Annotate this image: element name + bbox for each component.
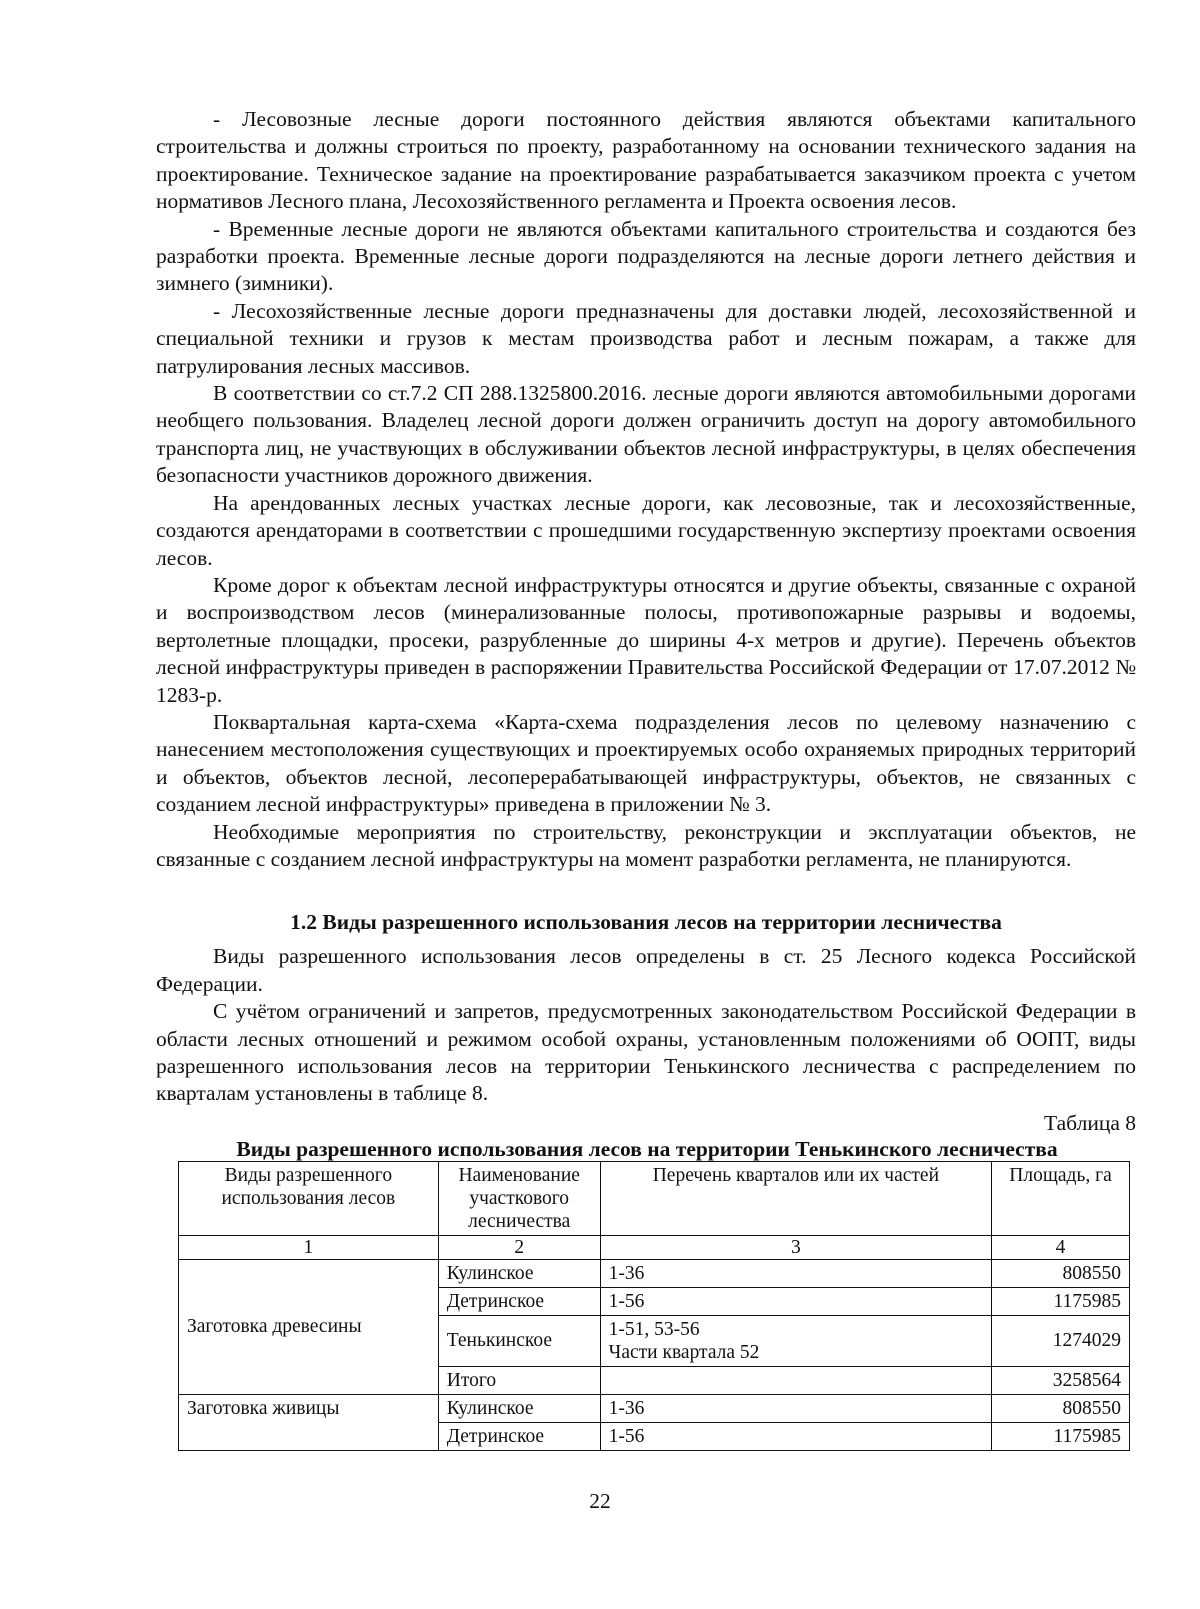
- quarters-cell: [600, 1315, 991, 1366]
- table-number-row: [179, 1235, 1130, 1259]
- forestry-cell: Кулинское: [438, 1394, 600, 1422]
- table-row: [179, 1394, 1130, 1422]
- quarters-line: 1-51, 53-56: [608, 1318, 700, 1340]
- forestry-cell: Кулинское: [438, 1259, 600, 1287]
- table-label: Таблица 8: [1044, 1110, 1136, 1135]
- quarters-cell: [600, 1366, 991, 1394]
- paragraph: С учётом ограничений и запретов, предусмотренных законодательством Российской Федерации в области лесных отношений и режимом особой охраны, установленным положениями об ООПТ, виды разрешенного использования лесов на территории Тенькинского лесничества с распределением по кварталам установлены в таблице 8.: [156, 999, 1136, 1106]
- column-number: 3: [600, 1235, 991, 1259]
- paragraph: Поквартальная карта-схема «Карта-схема подразделения лесов по целевому назначению с нанесением местоположения существующих и проектируемых особо охраняемых природных территорий и объектов, объектов лесной, лесоперерабатывающей инфраструктуры, объектов, не связанных с созданием лесной инфраструктуры» приведена в приложении № 3.: [156, 709, 1136, 817]
- area-cell: 1175985: [992, 1287, 1130, 1315]
- page-content: [156, 106, 1136, 1451]
- table-title: Виды разрешенного использования лесов на территории Тенькинского лесничества: [236, 1136, 1058, 1161]
- header-cell: Виды разрешенного использования лесов: [179, 1161, 439, 1235]
- column-number: 1: [179, 1235, 439, 1259]
- table-row: [179, 1259, 1130, 1287]
- column-number: 2: [438, 1235, 600, 1259]
- quarters-cell: 1-56: [600, 1422, 991, 1450]
- paragraph: Виды разрешенного использования лесов определены в ст. 25 Лесного кодекса Российской Федерации.: [156, 944, 1136, 996]
- quarters-cell: 1-56: [600, 1287, 991, 1315]
- quarters-line: Части квартала 52: [608, 1341, 760, 1363]
- forestry-cell: Детринское: [438, 1287, 600, 1315]
- header-cell: Перечень кварталов или их частей: [600, 1161, 991, 1235]
- paragraph: - Временные лесные дороги не являются объектами капитального строительства и создаются без разработки проекта. Временные лесные дороги подразделяются на лесные дороги летнего действия и зимнего (зимники).: [156, 216, 1136, 296]
- forestry-cell: Детринское: [438, 1422, 600, 1450]
- header-cell: Наименование участкового лесничества: [438, 1161, 600, 1235]
- use-type-cell: Заготовка живицы: [179, 1394, 439, 1450]
- forestry-cell: Тенькинское: [438, 1315, 600, 1366]
- column-number: 4: [992, 1235, 1130, 1259]
- quarters-cell: 1-36: [600, 1259, 991, 1287]
- header-cell: Площадь, га: [992, 1161, 1130, 1235]
- use-type-cell: Заготовка древесины: [179, 1259, 439, 1394]
- paragraph: В соответствии со ст.7.2 СП 288.1325800.2016. лесные дороги являются автомобильными дорогами необщего пользования. Владелец лесной дороги должен ограничить доступ на дорогу автомобильного транспорта лиц, не участвующих в обслуживании объектов лесной инфраструктуры, в целях обеспечения безопасности участников дорожного движения.: [156, 381, 1136, 488]
- section-heading: 1.2 Виды разрешенного использования лесов на территории лесничества: [290, 910, 1002, 935]
- paragraph: Кроме дорог к объектам лесной инфраструктуры относятся и другие объекты, связанные с охраной и воспроизводством лесов (минерализованные полосы, противопожарные разрывы и водоемы, вертолетные площадки, просеки, разрубленные до ширины 4-х метров и другие). Перечень объектов лесной инфраструктуры приведен в распоряжении Правительства Российской Федерации от 17.07.2012 № 1283-р.: [156, 572, 1136, 707]
- table-header-row: [179, 1161, 1130, 1235]
- forestry-cell: Итого: [438, 1366, 600, 1394]
- quarters-cell: 1-36: [600, 1394, 991, 1422]
- area-cell: 808550: [992, 1394, 1130, 1422]
- area-cell: 1274029: [992, 1315, 1130, 1366]
- area-cell: 3258564: [992, 1366, 1130, 1394]
- paragraph: Необходимые мероприятия по строительству, реконструкции и эксплуатации объектов, не связанные с созданием лесной инфраструктуры на момент разработки регламента, не планируются.: [156, 819, 1136, 871]
- paragraph: На арендованных лесных участках лесные дороги, как лесовозные, так и лесохозяйственные, создаются арендаторами в соответствии с прошедшими государственную экспертизу проектами освоения лесов.: [156, 490, 1136, 570]
- area-cell: 1175985: [992, 1422, 1130, 1450]
- page-number: 22: [589, 1489, 611, 1513]
- paragraph: - Лесохозяйственные лесные дороги предназначены для доставки людей, лесохозяйственной и специальной техники и грузов к местам производства работ и лесным пожарам, а также для патрулирования лесных массивов.: [156, 298, 1136, 378]
- paragraph: - Лесовозные лесные дороги постоянного действия являются объектами капитального строительства и должны строиться по проекту, разработанному на основании технического задания на проектирование. Техническое задание на проектирование разрабатывается заказчиком проекта с учетом нормативов Лесного плана, Лесохозяйственного регламента и Проекта освоения лесов.: [156, 107, 1136, 214]
- area-cell: 808550: [992, 1259, 1130, 1287]
- land-use-table: [178, 1161, 1130, 1451]
